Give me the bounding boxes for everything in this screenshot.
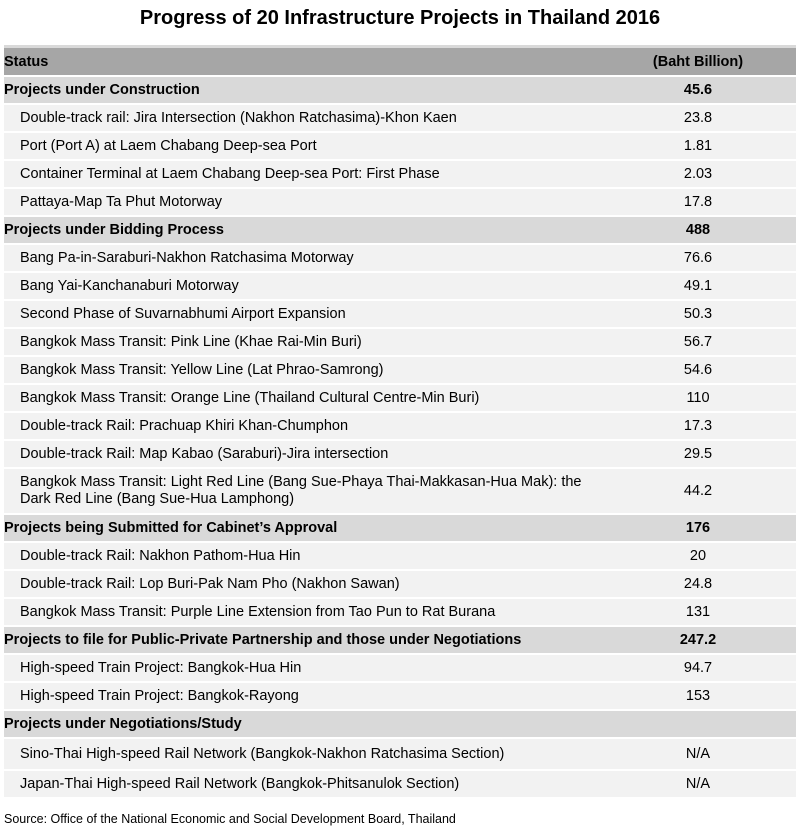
project-value: N/A <box>600 770 796 798</box>
category-row-study <box>4 710 796 738</box>
table-row <box>4 654 796 682</box>
category-total: 247.2 <box>600 626 796 654</box>
table-row <box>4 542 796 570</box>
project-name: Double-track Rail: Prachuap Khiri Khan-Chumphon <box>4 412 600 440</box>
table-row <box>4 770 796 798</box>
table-row <box>4 160 796 188</box>
table-row <box>4 300 796 328</box>
project-value: 54.6 <box>600 356 796 384</box>
category-total: 488 <box>600 216 796 244</box>
project-value: 29.5 <box>600 440 796 468</box>
table-row <box>4 412 796 440</box>
project-value: 49.1 <box>600 272 796 300</box>
table-row <box>4 328 796 356</box>
category-label: Projects under Bidding Process <box>4 216 600 244</box>
value-column-header: (Baht Billion) <box>600 47 796 77</box>
project-value: 131 <box>600 598 796 626</box>
table-row <box>4 384 796 412</box>
project-value: 153 <box>600 682 796 710</box>
project-name: Bang Pa-in-Saraburi-Nakhon Ratchasima Motorway <box>4 244 600 272</box>
category-label: Projects being Submitted for Cabinet’s Approval <box>4 514 600 542</box>
status-column-header: Status <box>4 47 600 77</box>
project-name: High-speed Train Project: Bangkok-Rayong <box>4 682 600 710</box>
project-value: 110 <box>600 384 796 412</box>
page-title: Progress of 20 Infrastructure Projects in Thailand 2016 <box>139 7 661 29</box>
table-row <box>4 272 796 300</box>
project-name: Bangkok Mass Transit: Orange Line (Thailand Cultural Centre-Min Buri) <box>4 384 600 412</box>
project-name: Double-track Rail: Map Kabao (Saraburi)-Jira intersection <box>4 440 600 468</box>
project-value: 24.8 <box>600 570 796 598</box>
project-value: 17.3 <box>600 412 796 440</box>
table-row <box>4 468 796 514</box>
project-value: 23.8 <box>600 104 796 132</box>
project-name: Bangkok Mass Transit: Purple Line Extension from Tao Pun to Rat Burana <box>4 598 600 626</box>
project-value: 44.2 <box>600 468 796 514</box>
project-name: Double-track Rail: Lop Buri-Pak Nam Pho (Nakhon Sawan) <box>4 570 600 598</box>
project-name: Double-track Rail: Nakhon Pathom-Hua Hin <box>4 542 600 570</box>
table-row <box>4 244 796 272</box>
category-label: Projects to file for Public-Private Partnership and those under Negotiations <box>4 626 600 654</box>
table-row <box>4 132 796 160</box>
table-row <box>4 598 796 626</box>
project-name: Container Terminal at Laem Chabang Deep-sea Port: First Phase <box>4 160 600 188</box>
project-name: Sino-Thai High-speed Rail Network (Bangkok-Nakhon Ratchasima Section) <box>4 738 600 770</box>
category-label: Projects under Negotiations/Study <box>4 710 600 738</box>
category-row-construction <box>4 76 796 104</box>
project-name: Double-track rail: Jira Intersection (Nakhon Ratchasima)-Khon Kaen <box>4 104 600 132</box>
project-value: 76.6 <box>600 244 796 272</box>
category-total: 176 <box>600 514 796 542</box>
category-label: Projects under Construction <box>4 76 600 104</box>
project-value: 50.3 <box>600 300 796 328</box>
project-value: 2.03 <box>600 160 796 188</box>
table-header-row <box>4 47 796 77</box>
source-note: Source: Office of the National Economic and Social Development Board, Thailand <box>4 812 456 826</box>
project-value: N/A <box>600 738 796 770</box>
category-total: 45.6 <box>600 76 796 104</box>
category-row-cabinet <box>4 514 796 542</box>
project-name: Port (Port A) at Laem Chabang Deep-sea Port <box>4 132 600 160</box>
table-row <box>4 356 796 384</box>
project-name: High-speed Train Project: Bangkok-Hua Hin <box>4 654 600 682</box>
project-name: Japan-Thai High-speed Rail Network (Bangkok-Phitsanulok Section) <box>4 770 600 798</box>
table-row <box>4 570 796 598</box>
table-row <box>4 738 796 770</box>
table-row <box>4 188 796 216</box>
project-name: Pattaya-Map Ta Phut Motorway <box>4 188 600 216</box>
table-row <box>4 682 796 710</box>
category-row-ppp <box>4 626 796 654</box>
category-row-bidding <box>4 216 796 244</box>
projects-table <box>4 45 796 799</box>
project-value: 1.81 <box>600 132 796 160</box>
project-name: Bangkok Mass Transit: Yellow Line (Lat Phrao-Samrong) <box>4 356 600 384</box>
project-value: 94.7 <box>600 654 796 682</box>
table-row <box>4 104 796 132</box>
project-value: 56.7 <box>600 328 796 356</box>
table-row <box>4 440 796 468</box>
category-total <box>600 710 796 738</box>
project-name: Bang Yai-Kanchanaburi Motorway <box>4 272 600 300</box>
project-name: Second Phase of Suvarnabhumi Airport Expansion <box>4 300 600 328</box>
project-name: Bangkok Mass Transit: Light Red Line (Bang Sue-Phaya Thai-Makkasan-Hua Mak): the Dark Red Line (Bang Sue-Hua Lamphong) <box>4 468 600 514</box>
project-name: Bangkok Mass Transit: Pink Line (Khae Rai-Min Buri) <box>4 328 600 356</box>
project-value: 20 <box>600 542 796 570</box>
project-value: 17.8 <box>600 188 796 216</box>
